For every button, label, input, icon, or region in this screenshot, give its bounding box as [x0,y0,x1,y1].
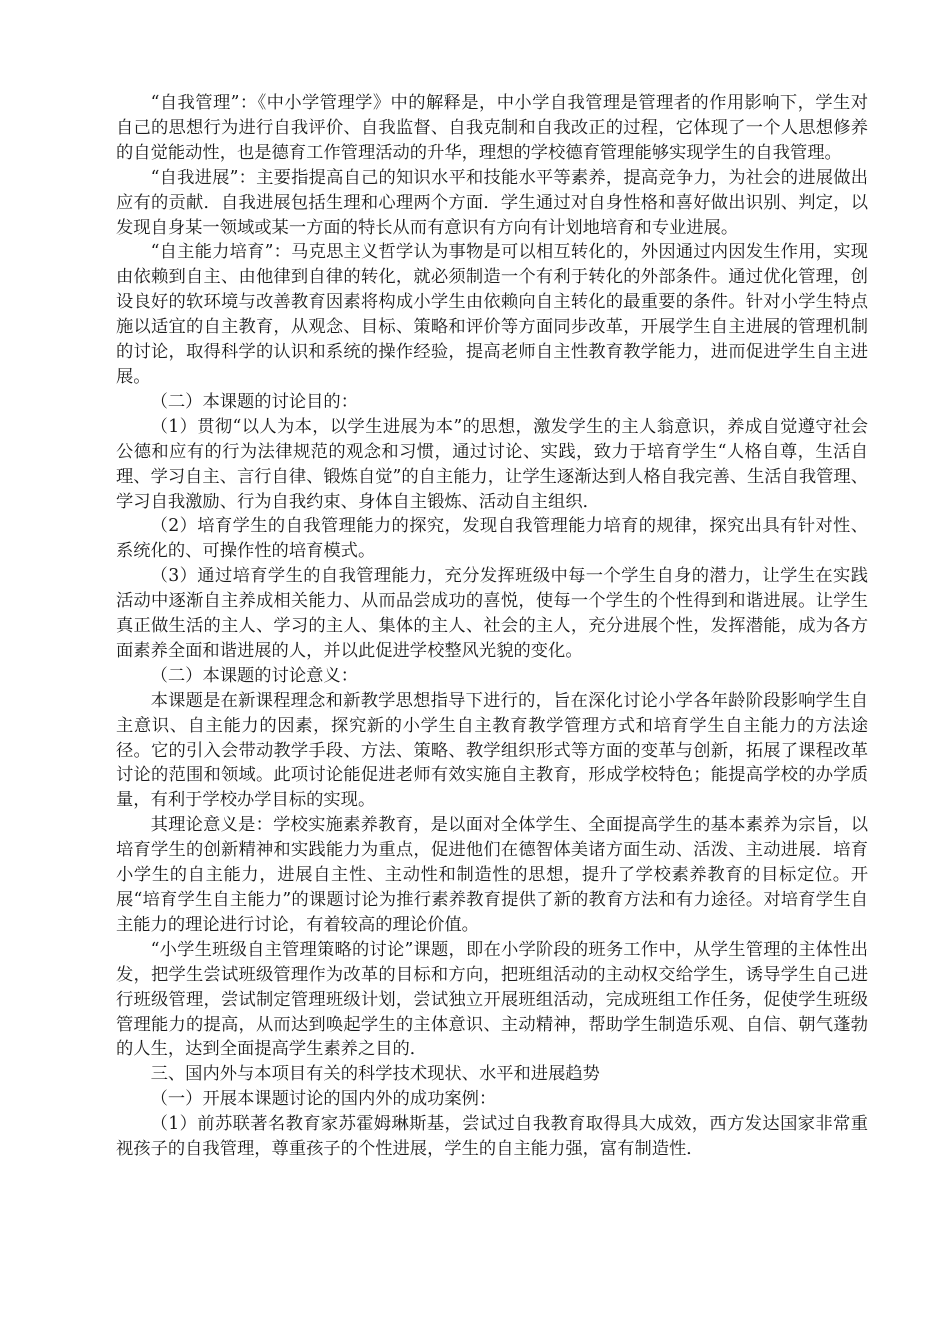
paragraph-purpose-1: （1）贯彻“以人为本，以学生进展为本”的思想，激发学生的主人翁意识，养成自觉遵守社会公德和应有的行为法律规范的观念和习惯，通过讨论、实践，致力于培育学生“人格自尊，生活自理、学习自主、言行自律、锻炼自觉”的自主能力，让学生逐渐达到人格自我完善、生活自我管理、学习自我激励、行为自我约束、身体自主锻炼、活动自主组织． [116,416,868,512]
paragraph-autonomy-cultivation-definition: “自主能力培育”：马克思主义哲学认为事物是可以相互转化的，外因通过内因发生作用，实现由依赖到自主、由他律到自律的转化，就必须制造一个有利于转化的外部条件。通过优化管理，创设良好的软环境与改善教育因素将构成小学生由依赖向自主转化的最重要的条件。针对小学生特点施以适宜的自主教育，从观念、目标、策略和评价等方面同步改革，开展学生自主进展的管理机制的讨论，取得科学的认识和系统的操作经验，提高老师自主性教育教学能力，进而促进学生自主进展。 [116,242,868,387]
section-heading-research-significance: （二）本课题的讨论意义： [150,665,358,686]
paragraph-case-1: （1）前苏联著名教育家苏霍姆琳斯基，尝试过自我教育取得具大成效，西方发达国家非常重视孩子的自我管理，尊重孩子的个性进展，学生的自主能力强，富有制造性． [116,1114,868,1160]
document-page [116,91,868,1162]
paragraph-purpose-3: （3）通过培育学生的自我管理能力，充分发挥班级中每一个学生自身的潜力，让学生在实践活动中逐渐自主养成相关能力、从而品尝成功的喜悦，使每一个学生的个性得到和谐进展。让学生真正做生活的主人、学习的主人、集体的主人、社会的主人，充分进展个性，发挥潜能，成为各方面素养全面和谐进展的人，并以此促进学校整风光貌的变化。 [116,566,868,661]
paragraph-purpose-2: （2）培育学生的自我管理能力的探究，发现自我管理能力培育的规律，探究出具有针对性、系统化的、可操作性的培育模式。 [116,516,868,562]
paragraph-class-management-strategy: “小学生班级自主管理策略的讨论”课题，即在小学阶段的班务工作中，从学生管理的主体性出发，把学生尝试班级管理作为改革的目标和方向，把班组活动的主动权交给学生，诱导学生自己进行班级管理，尝试制定管理班级计划，尝试独立开展班组活动，完成班组工作任务，促使学生班级管理能力的提高，从而达到唤起学生的主体意识、主动精神，帮助学生制造乐观、自信、朝气蓬勃的人生，达到全面提高学生素养之目的． [116,939,868,1060]
paragraph-significance-1: 本课题是在新课程理念和新教学思想指导下进行的，旨在深化讨论小学各年龄阶段影响学生自主意识、自主能力的因素，探究新的小学生自主教育教学管理方式和培育学生自主能力的方法途径。它的引入会带动教学手段、方法、策略、教学组织形式等方面的变革与创新，拓展了课程改革讨论的范围和领域。此项讨论能促进老师有效实施自主教育，形成学校特色；能提高学校的办学质量，有利于学校办学目标的实现。 [116,690,868,811]
paragraph-self-management-definition: “自我管理”：《中小学管理学》中的解释是，中小学自我管理是管理者的作用影响下，学生对自己的思想行为进行自我评价、自我监督、自我克制和自我改正的过程，它体现了一个人思想修养的自觉能动性，也是德育工作管理活动的升华，理想的学校德育管理能够实现学生的自我管理。 [116,93,868,163]
section-heading-research-purpose: （二）本课题的讨论目的： [150,391,358,412]
paragraph-self-development-definition: “自我进展”：主要指提高自己的知识水平和技能水平等素养，提高竞争力，为社会的进展做出应有的贡献．自我进展包括生理和心理两个方面．学生通过对自身性格和喜好做出识别、判定，以发现自身某一领域或某一方面的特长从而有意识有方向有计划地培育和专业进展。 [116,167,868,238]
subsection-heading-success-cases: （一）开展本课题讨论的国内外的成功案例： [150,1089,497,1110]
paragraph-theoretical-significance: 其理论意义是：学校实施素养教育，是以面对全体学生、全面提高学生的基本素养为宗旨，以培育学生的创新精神和实践能力为重点，促进他们在德智体美诸方面生动、活泼、主动进展．培育小学生的自主能力，进展自主性、主动性和制造性的思想，提升了学校素养教育的目标定位。开展“培育学生自主能力”的课题讨论为推行素养教育提供了新的教育方法和有力途径。对培育学生自主能力的理论进行讨论，有着较高的理论价值。 [116,815,868,935]
section-heading-domestic-foreign-status: 三、国内外与本项目有关的科学技术现状、水平和进展趋势 [150,1064,600,1085]
